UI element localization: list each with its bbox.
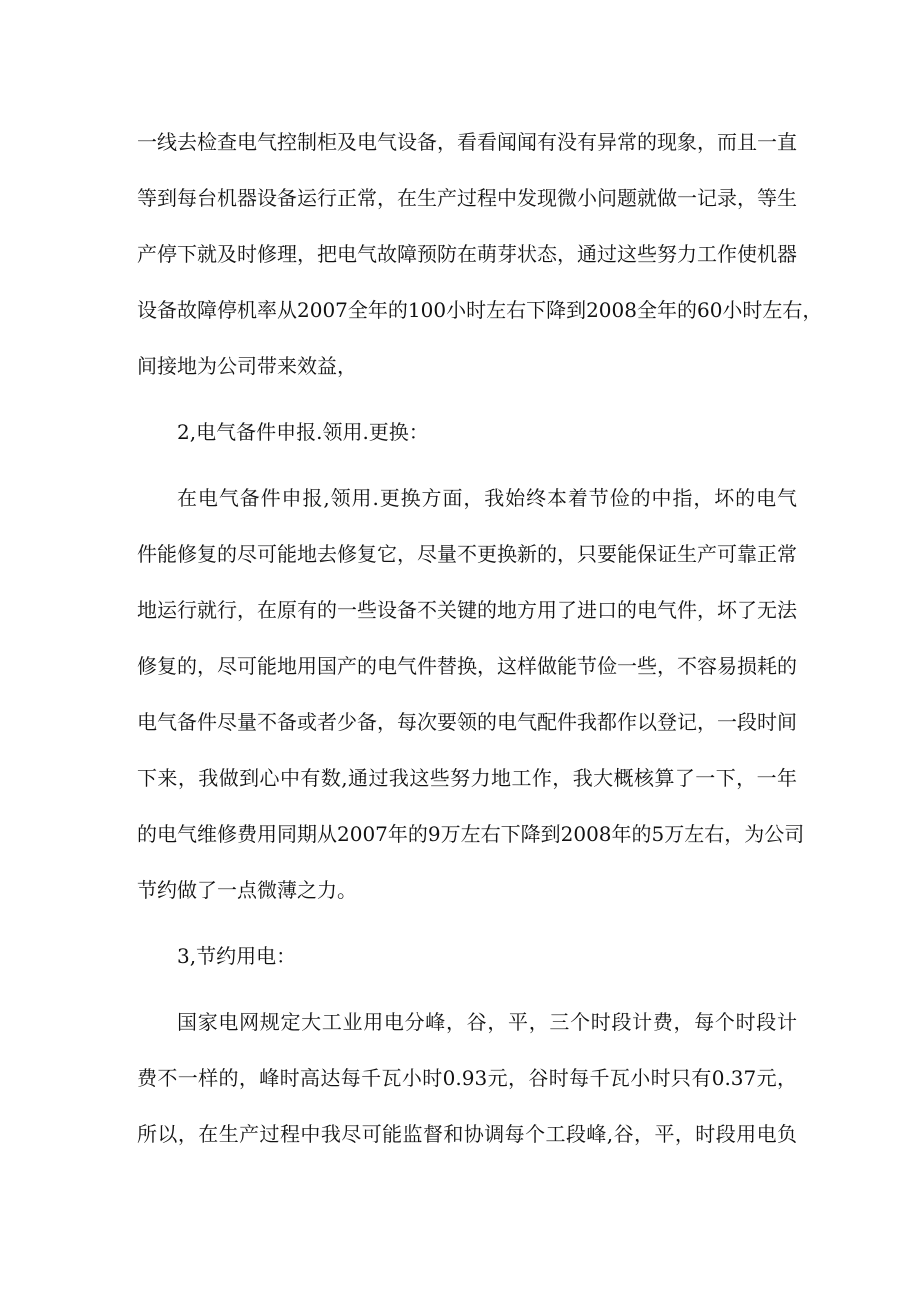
body-line: 费不一样的，峰时高达每千瓦小时0.93元，谷时每千瓦小时只有0.37元，: [137, 1066, 797, 1090]
body-line: 产停下就及时修理，把电气故障预防在萌芽状态，通过这些努力工作使机器: [137, 242, 797, 266]
body-line: 电气备件尽量不备或者少备，每次要领的电气配件我都作以登记，一段时间: [137, 710, 797, 734]
section-heading: 3,节约用电：: [177, 944, 297, 968]
body-line: 所以，在生产过程中我尽可能监督和协调每个工段峰,谷，平，时段用电负: [137, 1122, 797, 1146]
body-line: 设备故障停机率从2007全年的100小时左右下降到2008全年的60小时左右，: [137, 298, 823, 322]
body-line: 间接地为公司带来效益，: [137, 354, 357, 378]
body-line: 等到每台机器设备运行正常，在生产过程中发现微小问题就做一记录，等生: [137, 186, 797, 210]
body-line: 节约做了一点微薄之力。: [137, 878, 357, 902]
body-line: 下来，我做到心中有数,通过我这些努力地工作，我大概核算了一下，一年: [137, 766, 797, 790]
body-line: 地运行就行，在原有的一些设备不关键的地方用了进口的电气件，坏了无法: [137, 598, 797, 622]
body-line: 在电气备件申报,领用.更换方面，我始终本着节俭的中指，坏的电气: [177, 486, 797, 510]
body-line: 一线去检查电气控制柜及电气设备，看看闻闻有没有异常的现象，而且一直: [137, 130, 797, 154]
body-line: 件能修复的尽可能地去修复它，尽量不更换新的，只要能保证生产可靠正常: [137, 542, 797, 566]
body-line: 的电气维修费用同期从2007年的9万左右下降到2008年的5万左右，为公司: [137, 822, 805, 846]
body-line: 国家电网规定大工业用电分峰，谷，平，三个时段计费，每个时段计: [177, 1010, 797, 1034]
section-heading: 2,电气备件申报.领用.更换：: [177, 420, 429, 444]
body-line: 修复的，尽可能地用国产的电气件替换，这样做能节俭一些，不容易损耗的: [137, 654, 797, 678]
